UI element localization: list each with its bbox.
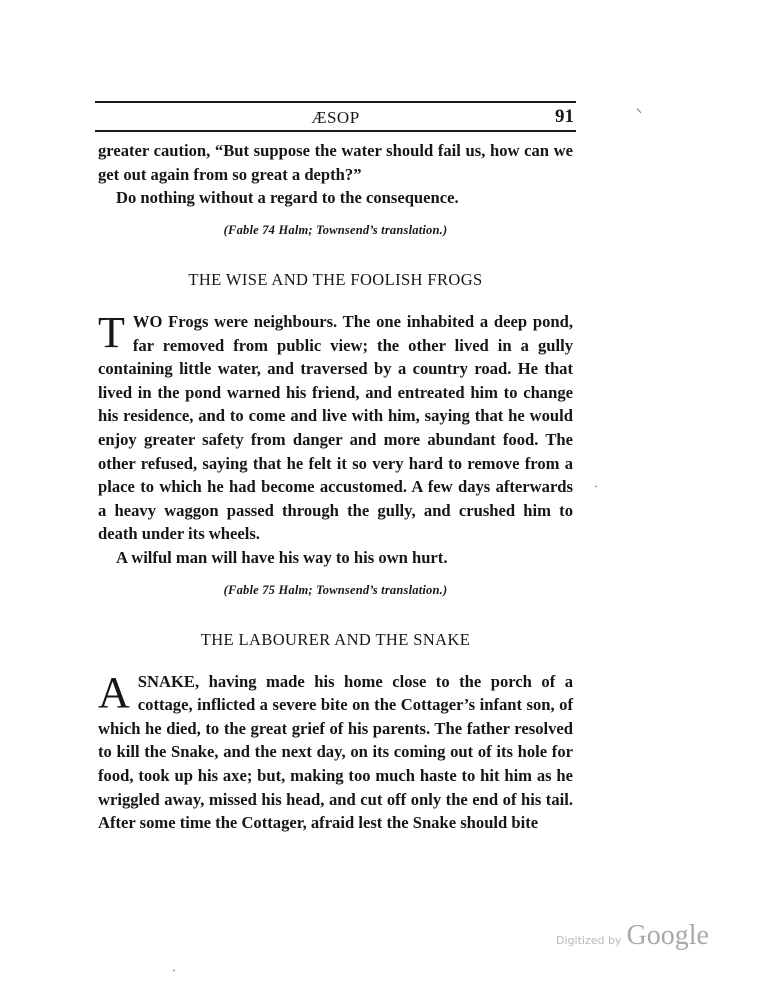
running-title: ÆSOP [311,108,360,127]
google-logo: Google [626,920,709,951]
fable74-continuation: greater caution, “But suppose the water should fail us, how can we get out again from so great a depth?” [98,141,573,184]
scan-speck: ˏ [594,474,598,488]
fable75-body [98,307,573,546]
digitized-watermark [556,920,709,952]
fable75-citation: (Fable 75 Halm; Townsend’s translation.) [223,582,448,597]
header-rule-bottom [95,130,576,132]
scan-speck: ⸌ [636,106,643,120]
fable75-dropcap: T [98,307,125,357]
page-number: 91 [555,106,574,127]
fable74-moral: Do nothing without a regard to the consequence. [116,188,459,208]
scan-speck: ˏ [172,958,176,972]
digitized-by-text: Digitized by [556,934,622,947]
fable75-moral: A wilful man will have his way to his own hurt. [116,547,448,567]
fable76-title: THE LABOURER AND THE SNAKE [200,630,471,650]
fable74-citation: (Fable 74 Halm; Townsend’s translation.) [223,222,448,237]
fable75-title: THE WISE AND THE FOOLISH FROGS [188,270,483,290]
header-rule-top [95,101,576,103]
fable76-body [98,667,573,835]
fable76-body-text: SNAKE, having made his home close to the porch of a cottage, inflicted a severe bite on the Cottager’s infant son, of which he died, to the great grief of his parents. The father resolved to kill the Snake, and the next day, on its coming out of its hole for food, took up his axe; but, making too much haste to hit him as he wriggled away, missed his head, and cut off only the end of his tail. After some time the Cottager, afraid lest the Snake should bite [98,671,573,833]
fable75-body-text: WO Frogs were neighbours. The one inhabited a deep pond, far removed from public view; the other lived in a gully containing little water, and traversed by a country road. He that lived in the pond warned his friend, and entreated him to change his residence, and to come and live with him, saying that he would enjoy greater safety from danger and more abundant food. The other refused, saying that he felt it so very hard to remove from a place to which he had become accustomed. A few days afterwards a heavy waggon passed through the gully, and crushed him to death under its wheels. [98,311,573,544]
fable76-dropcap: A [98,667,130,717]
body-text [98,139,573,835]
